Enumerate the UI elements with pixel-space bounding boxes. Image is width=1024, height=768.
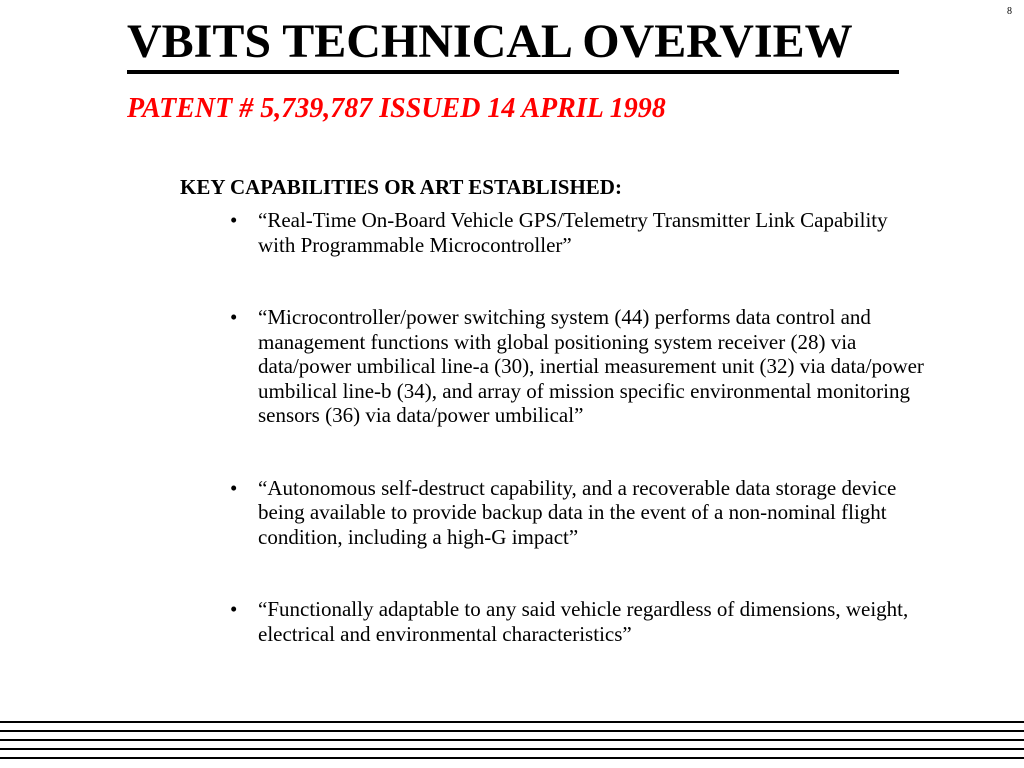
list-item: • “Real-Time On-Board Vehicle GPS/Telemetry Transmitter Link Capability with Programmable Microcontroller”	[230, 208, 930, 257]
divider-line	[0, 757, 1024, 759]
section-heading: KEY CAPABILITIES OR ART ESTABLISHED:	[180, 175, 622, 199]
capabilities-list	[230, 208, 930, 694]
list-item: • “Autonomous self-destruct capability, and a recoverable data storage device being available to provide backup data in the event of a non-nominal flight condition, including a high-G impact”	[230, 476, 930, 550]
list-item: • “Microcontroller/power switching system (44) performs data control and management functions with global positioning system receiver (28) via data/power umbilical line-a (30), inertial measurement unit (32) via data/power umbilical line-b (34), and array of mission specific environmental monitoring sensors (36) via data/power umbilical”	[230, 305, 930, 428]
list-item: • “Functionally adaptable to any said vehicle regardless of dimensions, weight, electrical and environmental characteristics”	[230, 597, 930, 646]
divider-line	[0, 721, 1024, 723]
divider-line	[0, 739, 1024, 741]
divider-line	[0, 730, 1024, 732]
divider-line	[0, 748, 1024, 750]
patent-subtitle: PATENT # 5,739,787 ISSUED 14 APRIL 1998	[127, 93, 666, 124]
bottom-divider-lines	[0, 721, 1024, 766]
slide-title: VBITS TECHNICAL OVERVIEW	[127, 14, 899, 74]
page-number: 8	[1007, 6, 1012, 17]
